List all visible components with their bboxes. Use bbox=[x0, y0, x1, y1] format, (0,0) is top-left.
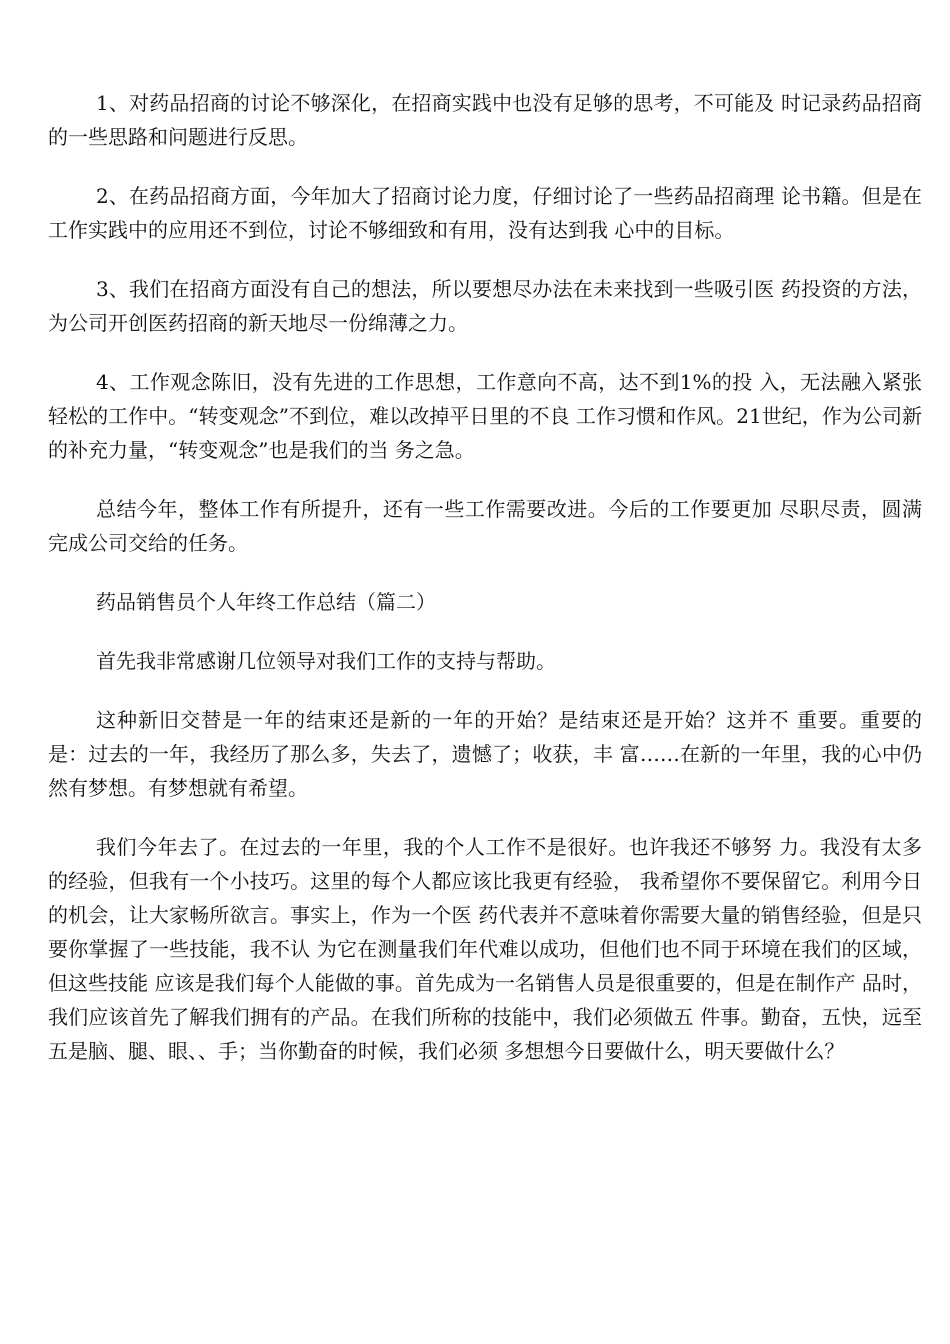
paragraph-item-1: 1、对药品招商的讨论不够深化，在招商实践中也没有足够的思考，不可能及 时记录药品招商的一些思路和问题进行反思。 bbox=[48, 91, 922, 149]
thanks-paragraph: 首先我非常感谢几位领导对我们工作的支持与帮助。 bbox=[96, 649, 556, 673]
section-heading: 药品销售员个人年终工作总结（篇二） bbox=[96, 590, 436, 614]
paragraph-new-year: 这种新旧交替是一年的结束还是新的一年的开始？是结束还是开始？这并不 重要。重要的是：过去的一年，我经历了那么多，失去了，遗憾了；收获，丰 富……在新的一年里，我的心中仍然有梦想。有梦想就有希望。 bbox=[48, 708, 922, 800]
paragraph-skills: 我们今年去了。在过去的一年里，我的个人工作不是很好。也许我还不够努 力。我没有太多的经验，但我有一个小技巧。这里的每个人都应该比我更有经验， 我希望你不要保留它。利用今日的机会，让大家畅所欲言。事实上，作为一个医 药代表并不意味着你需要大量的销售经验，但是只要你掌握了一些技能，我不认 为它在测量我们年代难以成功，但他们也不同于环境在我们的区域，但这些技能 应该是我们每个人能做的事。首先成为一名销售人员是很重要的，但是在制作产 品时，我们应该首先了解我们拥有的产品。在我们所称的技能中，我们必须做五 件事。勤奋，五快，远至五是脑、腿、眼、、手；当你勤奋的时候，我们必须 多想想今日要做什么，明天要做什么？ bbox=[48, 835, 922, 1063]
paragraph-item-2: 2、在药品招商方面，今年加大了招商讨论力度，仔细讨论了一些药品招商理 论书籍。但是在工作实践中的应用还不到位，讨论不够细致和有用，没有达到我 心中的目标。 bbox=[48, 184, 922, 242]
paragraph-item-4: 4、工作观念陈旧，没有先进的工作思想，工作意向不高，达不到1%的投 入，无法融入紧张轻松的工作中。“转变观念”不到位，难以改掉平日里的不良 工作习惯和作风。21世纪，作为公司新的补充力量，“转变观念”也是我们的当 务之急。 bbox=[48, 370, 922, 462]
summary-paragraph: 总结今年，整体工作有所提升，还有一些工作需要改进。今后的工作要更加 尽职尽责，圆满完成公司交给的任务。 bbox=[48, 497, 922, 555]
paragraph-item-3: 3、我们在招商方面没有自己的想法，所以要想尽办法在未来找到一些吸引医 药投资的方法，为公司开创医药招商的新天地尽一份绵薄之力。 bbox=[48, 277, 922, 335]
